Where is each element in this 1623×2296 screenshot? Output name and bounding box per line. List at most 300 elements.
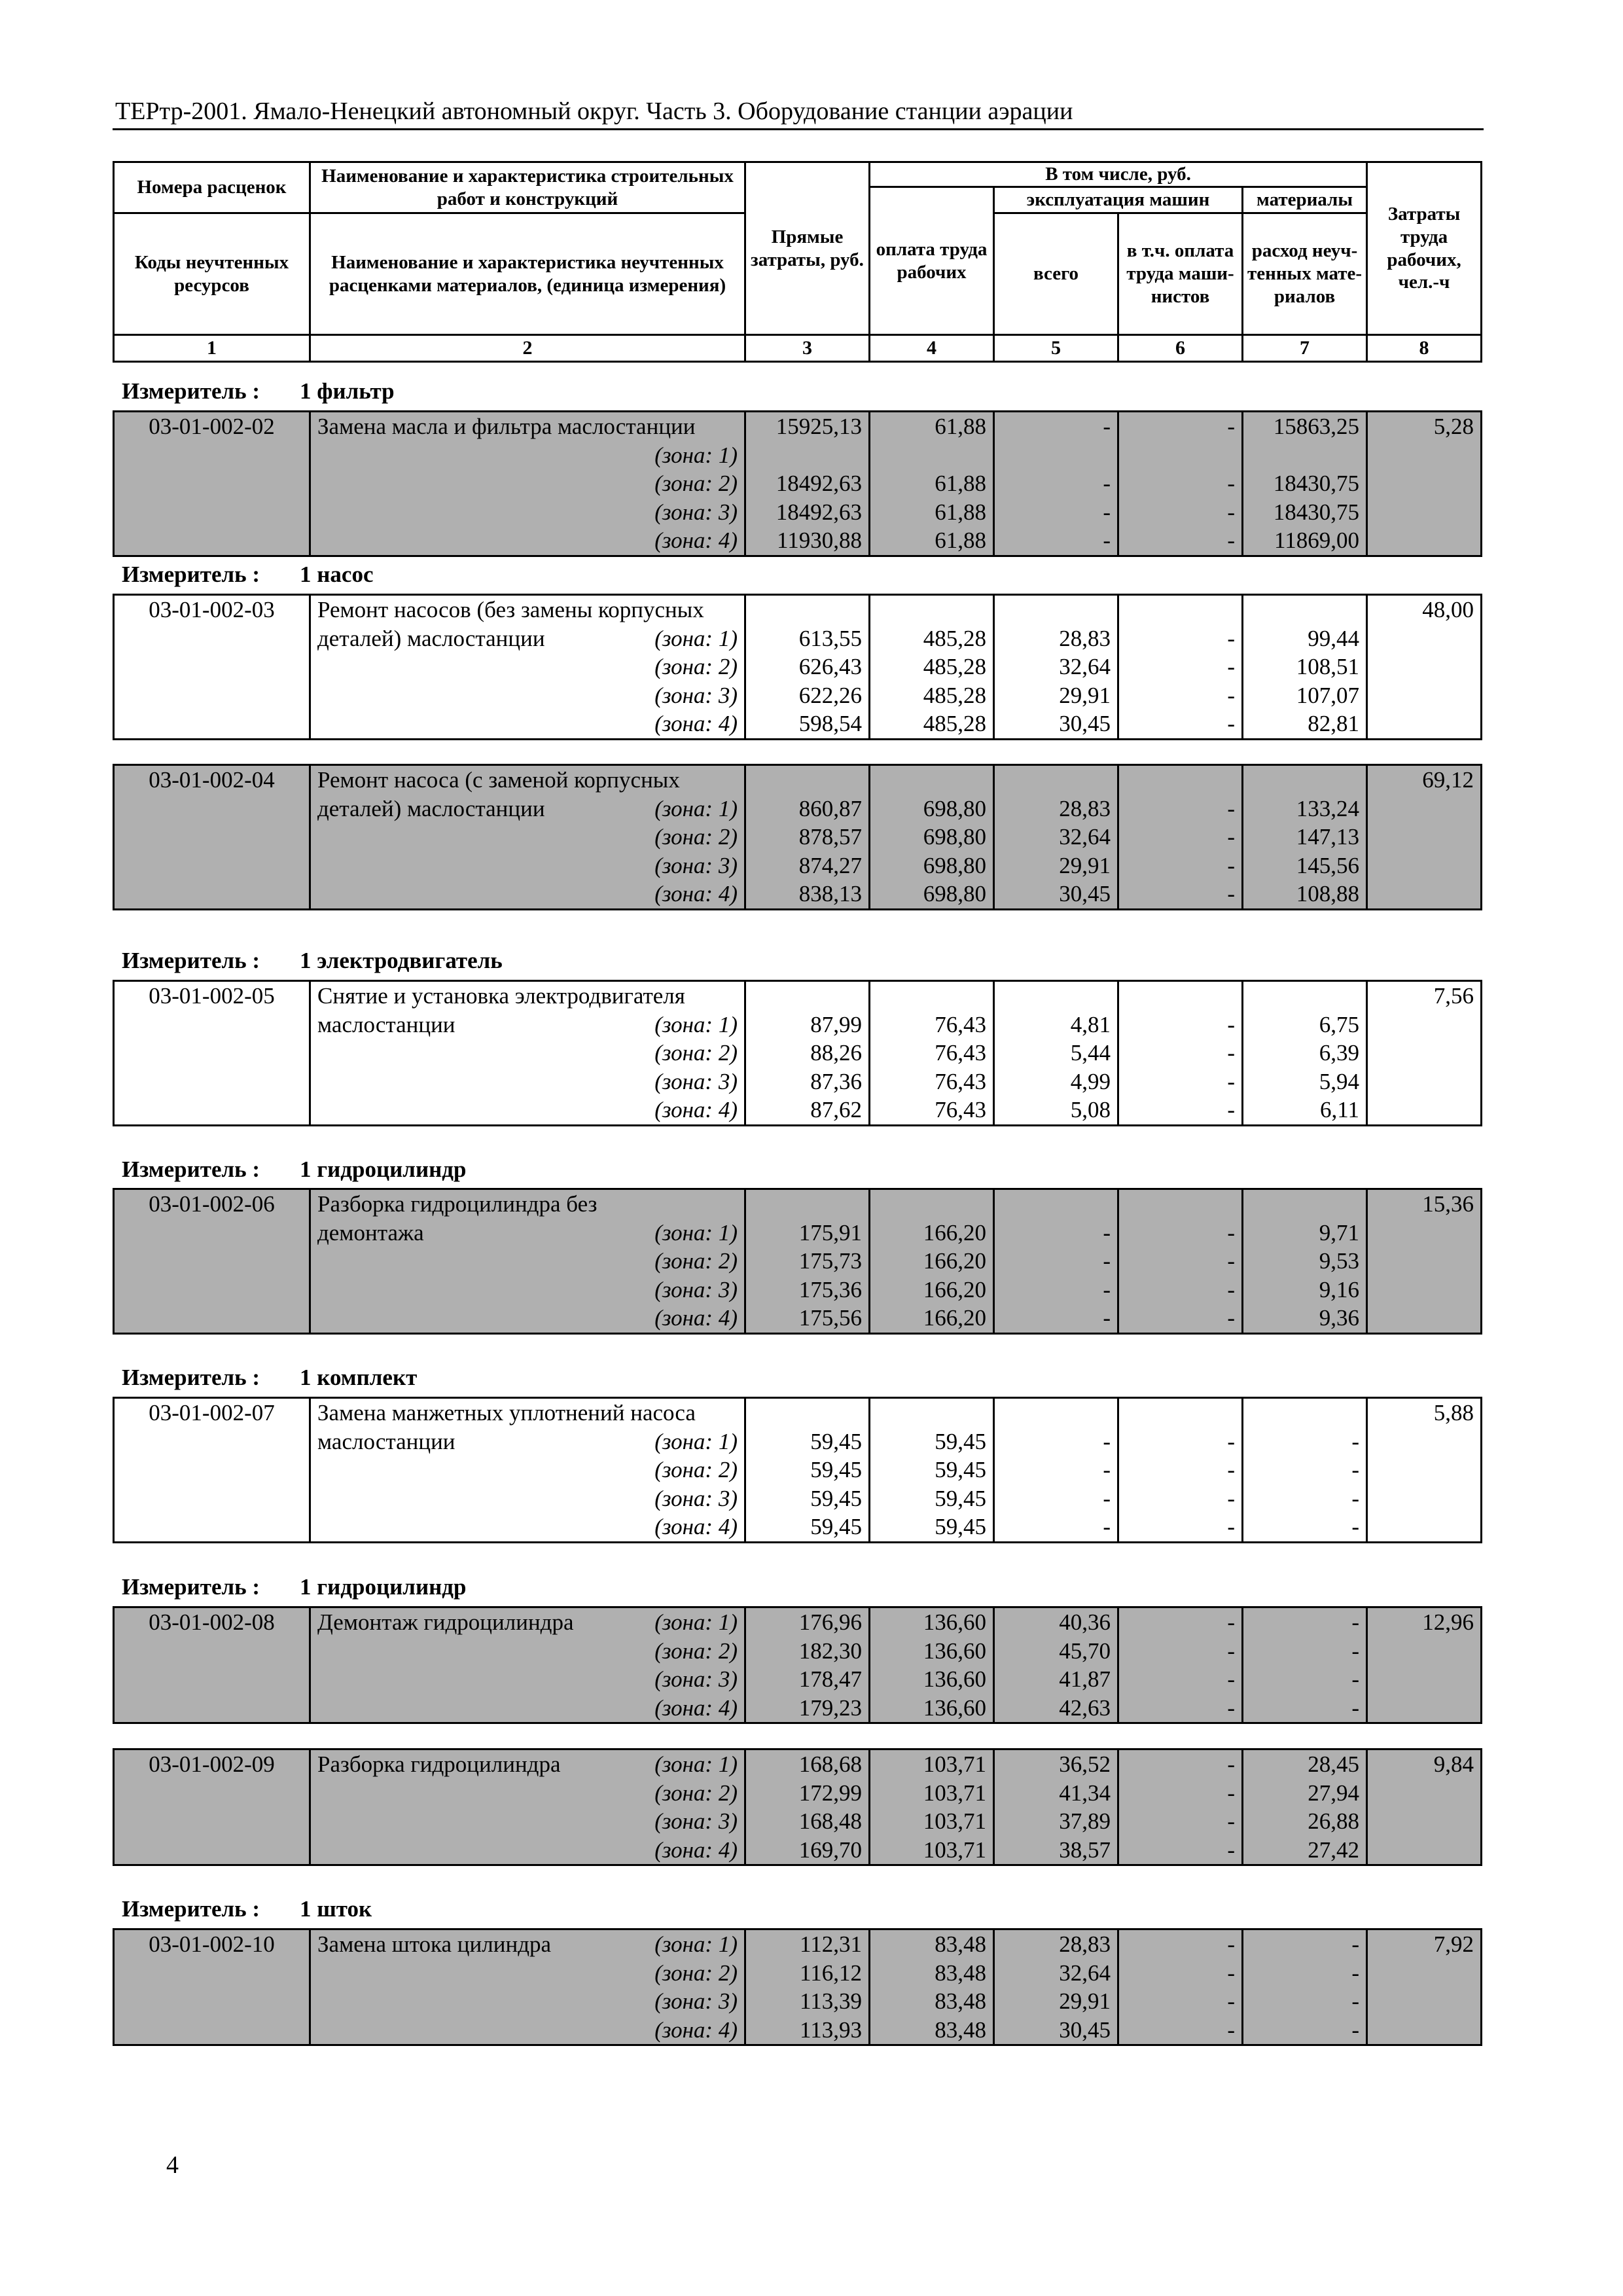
zone-label: (зона: 1) [654,442,738,468]
table-row [114,823,1482,852]
unaccounted-materials: - [1243,1513,1367,1542]
header-including: В том числе, руб. [870,162,1367,187]
table-row [114,498,1482,527]
machinist-pay: - [1118,1665,1243,1694]
labor-pay: 76,43 [870,1096,994,1125]
measure-value: 1 шток [300,1896,372,1922]
table-row [114,1189,1482,1219]
direct-costs: 622,26 [745,681,870,710]
machinist-pay: - [1118,2016,1243,2045]
rate-entry [113,410,1482,557]
machine-total: - [994,498,1118,527]
header-materials: материалы [1243,187,1367,213]
machinist-pay: - [1118,1247,1243,1276]
labor-pay: 166,20 [870,1276,994,1304]
direct-costs: 15925,13 [745,412,870,470]
work-name-line: демонтажа [317,1219,424,1246]
labor-pay: 136,60 [870,1694,994,1723]
unaccounted-materials: 6,39 [1243,1039,1367,1067]
measure-row [122,1157,467,1183]
zone-label: (зона: 4) [310,1304,745,1333]
machine-total: - [994,1456,1118,1484]
machine-total: 28,83 [994,624,1118,653]
unaccounted-materials: - [1243,1987,1367,2016]
machine-total: 4,81 [994,1011,1118,1039]
direct-costs: 113,39 [745,1987,870,2016]
measure-label: Измеритель : [122,1365,260,1390]
labor-pay: 83,48 [870,1987,994,2016]
measure-value: 1 фильтр [300,378,395,404]
table-row [114,595,1482,624]
machine-total: - [994,469,1118,498]
machine-total: 36,52 [994,1749,1118,1779]
direct-costs: 113,93 [745,2016,870,2045]
labor-costs: 5,88 [1367,1398,1482,1427]
machine-total: 40,36 [994,1607,1118,1637]
unaccounted-materials: 18430,75 [1243,498,1367,527]
machinist-pay: - [1118,1836,1243,1865]
unaccounted-materials: - [1243,1456,1367,1484]
direct-costs: 59,45 [745,1427,870,1456]
table-row [114,709,1482,739]
unaccounted-materials: 6,11 [1243,1096,1367,1125]
direct-costs: 175,73 [745,1247,870,1276]
machine-total: - [994,1484,1118,1513]
work-name-line: Ремонт насосов (без замены корпусных [310,595,745,624]
labor-pay: 59,45 [870,1513,994,1542]
zone-label: (зона: 2) [310,1247,745,1276]
zone-label: (зона: 3) [310,852,745,880]
unaccounted-materials: 28,45 [1243,1749,1367,1779]
direct-costs: 116,12 [745,1959,870,1988]
zone-label: (зона: 4) [310,1836,745,1865]
table-row [114,2016,1482,2045]
zone-label: (зона: 3) [310,1484,745,1513]
title-underline [113,128,1484,130]
labor-pay: 59,45 [870,1456,994,1484]
header-work-name: Наименование и характеристика строительных работ и конструкций [310,162,745,213]
header-unaccounted-materials: расход неуч-тенных мате-риалов [1243,213,1367,335]
unaccounted-materials: 107,07 [1243,681,1367,710]
direct-costs: 860,87 [745,795,870,823]
labor-pay: 698,80 [870,852,994,880]
measure-label: Измеритель : [122,1896,260,1922]
machine-total: 41,87 [994,1665,1118,1694]
zone-label: (зона: 3) [310,1807,745,1836]
machinist-pay: - [1118,681,1243,710]
work-name-line: Замена масла и фильтра маслостанции [317,414,696,439]
work-name-cell [310,795,745,823]
work-name-line: Ремонт насоса (с заменой корпусных [310,765,745,795]
labor-pay: 61,88 [870,469,994,498]
machinist-pay: - [1118,823,1243,852]
machinist-pay: - [1118,795,1243,823]
machinist-pay: - [1118,1987,1243,2016]
work-name-cell [310,412,745,470]
measure-label: Измеритель : [122,562,260,587]
measure-row [122,378,395,404]
unaccounted-materials: - [1243,1607,1367,1637]
labor-pay: 136,60 [870,1607,994,1637]
machine-total: 5,08 [994,1096,1118,1125]
machinist-pay: - [1118,1513,1243,1542]
measure-value: 1 электродвигатель [300,948,503,973]
zone-label: (зона: 4) [310,526,745,556]
zone-label: (зона: 2) [310,823,745,852]
unaccounted-materials: 9,71 [1243,1219,1367,1247]
machine-total: - [994,1304,1118,1333]
work-name-line: Разборка гидроцилиндра без [310,1189,745,1219]
zone-label: (зона: 2) [310,1039,745,1067]
rate-code: 03-01-002-04 [114,765,310,795]
machine-total: - [994,1427,1118,1456]
machinist-pay: - [1118,1779,1243,1808]
labor-costs: 69,12 [1367,765,1482,795]
zone-label: (зона: 1) [654,625,738,651]
labor-pay: 485,28 [870,681,994,710]
machinist-pay: - [1118,498,1243,527]
measure-value: 1 комплект [300,1365,418,1390]
unaccounted-materials: 108,88 [1243,880,1367,909]
table-row [114,880,1482,909]
direct-costs: 88,26 [745,1039,870,1067]
table-row [114,1607,1482,1637]
zone-label: (зона: 2) [310,1779,745,1808]
machinist-pay: - [1118,1304,1243,1333]
labor-pay: 166,20 [870,1247,994,1276]
measure-value: 1 гидроцилиндр [300,1157,467,1182]
machine-total: - [994,412,1118,470]
zone-label: (зона: 4) [310,1694,745,1723]
work-name-line: деталей) маслостанции [317,795,545,821]
zone-label: (зона: 4) [310,1096,745,1125]
machine-total: 42,63 [994,1694,1118,1723]
rate-code: 03-01-002-06 [114,1189,310,1219]
labor-pay: 485,28 [870,709,994,739]
table-row [114,981,1482,1011]
zone-label: (зона: 1) [654,1609,738,1635]
measure-row [122,1896,372,1922]
col-number: 3 [745,335,870,362]
work-name-line: маслостанции [317,1011,455,1037]
labor-pay: 76,43 [870,1067,994,1096]
unaccounted-materials: 9,53 [1243,1247,1367,1276]
machine-total: 45,70 [994,1637,1118,1666]
labor-pay: 698,80 [870,823,994,852]
table-row [114,1929,1482,1959]
zone-label: (зона: 3) [310,1067,745,1096]
direct-costs: 172,99 [745,1779,870,1808]
measure-row [122,562,374,588]
unaccounted-materials: 9,36 [1243,1304,1367,1333]
unaccounted-materials: - [1243,2016,1367,2045]
rate-entry [113,980,1482,1126]
machinist-pay: - [1118,1096,1243,1125]
zone-label: (зона: 3) [310,1987,745,2016]
labor-pay: 103,71 [870,1836,994,1865]
direct-costs: 11930,88 [745,526,870,556]
labor-pay: 103,71 [870,1779,994,1808]
rate-code: 03-01-002-05 [114,981,310,1011]
table-row [114,795,1482,823]
labor-costs: 7,56 [1367,981,1482,1011]
unaccounted-materials: - [1243,1959,1367,1988]
direct-costs: 838,13 [745,880,870,909]
machinist-pay: - [1118,1276,1243,1304]
work-name-cell [310,1427,745,1456]
table-row [114,1779,1482,1808]
table-row [114,1807,1482,1836]
header-labor-pay: оплата труда рабочих [870,187,994,335]
direct-costs: 182,30 [745,1637,870,1666]
machinist-pay: - [1118,852,1243,880]
machine-total: 30,45 [994,709,1118,739]
rate-entry [113,1928,1482,2046]
table-row [114,624,1482,653]
table-row [114,1067,1482,1096]
labor-costs: 12,96 [1367,1607,1482,1637]
rate-entry [113,1397,1482,1543]
rate-entry [113,1606,1482,1724]
machinist-pay: - [1118,526,1243,556]
machinist-pay: - [1118,469,1243,498]
labor-costs: 9,84 [1367,1749,1482,1779]
zone-label: (зона: 1) [654,1219,738,1246]
zone-label: (зона: 3) [310,681,745,710]
machinist-pay: - [1118,1749,1243,1779]
machine-total: 29,91 [994,681,1118,710]
unaccounted-materials: 5,94 [1243,1067,1367,1096]
col-number: 1 [114,335,310,362]
machine-total: 29,91 [994,1987,1118,2016]
machinist-pay: - [1118,1039,1243,1067]
unaccounted-materials: - [1243,1694,1367,1723]
measure-value: 1 насос [300,562,374,587]
table-row [114,1247,1482,1276]
labor-pay: 136,60 [870,1665,994,1694]
header-resource-codes: Коды неучтенных ресурсов [114,213,310,335]
rate-code: 03-01-002-08 [114,1607,310,1637]
labor-pay: 103,71 [870,1807,994,1836]
work-name-line: Замена штока цилиндра [317,1931,552,1957]
labor-pay: 166,20 [870,1304,994,1333]
labor-pay: 103,71 [870,1749,994,1779]
direct-costs: 878,57 [745,823,870,852]
table-row [114,1836,1482,1865]
table-row [114,1039,1482,1067]
work-name-cell [310,1607,745,1637]
machinist-pay: - [1118,653,1243,681]
table-row [114,1513,1482,1542]
machine-total: - [994,1219,1118,1247]
rate-code: 03-01-002-10 [114,1929,310,1959]
work-name-line: маслостанции [317,1428,455,1454]
table-row [114,1987,1482,2016]
col-number: 8 [1367,335,1482,362]
direct-costs: 59,45 [745,1513,870,1542]
table-row [114,1456,1482,1484]
zone-label: (зона: 4) [310,2016,745,2045]
direct-costs: 175,36 [745,1276,870,1304]
unaccounted-materials: - [1243,1665,1367,1694]
rate-entry [113,764,1482,910]
work-name-cell [310,624,745,653]
table-row [114,653,1482,681]
header-machine-operation: эксплуатация машин [994,187,1243,213]
header-material-names: Наименование и характеристика неучтенных расценками материалов, (единица измерения) [310,213,745,335]
table-row [114,1959,1482,1988]
unaccounted-materials: 133,24 [1243,795,1367,823]
table-row [114,1749,1482,1779]
machine-total: 30,45 [994,880,1118,909]
direct-costs: 175,91 [745,1219,870,1247]
machinist-pay: - [1118,880,1243,909]
table-row [114,1398,1482,1427]
rate-entry [113,594,1482,740]
direct-costs: 87,36 [745,1067,870,1096]
direct-costs: 59,45 [745,1484,870,1513]
work-name-cell [310,1219,745,1247]
zone-label: (зона: 2) [310,1456,745,1484]
table-row [114,526,1482,556]
header-rate-numbers: Номера расценок [114,162,310,213]
col-number: 7 [1243,335,1367,362]
direct-costs: 87,62 [745,1096,870,1125]
zone-label: (зона: 1) [654,1011,738,1037]
page-number: 4 [166,2151,179,2179]
machinist-pay: - [1118,412,1243,470]
labor-pay: 136,60 [870,1637,994,1666]
zone-label: (зона: 3) [310,1665,745,1694]
unaccounted-materials: 11869,00 [1243,526,1367,556]
direct-costs: 18492,63 [745,498,870,527]
table-row [114,412,1482,470]
machine-total: 28,83 [994,1929,1118,1959]
work-name-line: деталей) маслостанции [317,625,545,651]
measure-label: Измеритель : [122,1157,260,1182]
direct-costs: 179,23 [745,1694,870,1723]
unaccounted-materials: 99,44 [1243,624,1367,653]
unaccounted-materials: 82,81 [1243,709,1367,739]
machinist-pay: - [1118,1219,1243,1247]
labor-pay: 83,48 [870,1959,994,1988]
unaccounted-materials: 147,13 [1243,823,1367,852]
table-row [114,1427,1482,1456]
zone-label: (зона: 1) [654,795,738,821]
table-row [114,1011,1482,1039]
col-number: 2 [310,335,745,362]
machinist-pay: - [1118,1011,1243,1039]
machine-total: - [994,1247,1118,1276]
rate-code: 03-01-002-09 [114,1749,310,1779]
machinist-pay: - [1118,1929,1243,1959]
work-name-line: Разборка гидроцилиндра [317,1751,561,1777]
labor-pay: 76,43 [870,1039,994,1067]
unaccounted-materials: 9,16 [1243,1276,1367,1304]
labor-pay: 485,28 [870,624,994,653]
document-title: ТЕРтр-2001. Ямало-Ненецкий автономный округ. Часть 3. Оборудование станции аэрации [115,98,1073,125]
machine-total: 5,44 [994,1039,1118,1067]
labor-pay: 698,80 [870,795,994,823]
labor-pay: 83,48 [870,1929,994,1959]
machinist-pay: - [1118,1067,1243,1096]
rate-entry [113,1748,1482,1866]
measure-label: Измеритель : [122,948,260,973]
direct-costs: 626,43 [745,653,870,681]
unaccounted-materials: - [1243,1427,1367,1456]
column-header [113,161,1482,363]
unaccounted-materials: - [1243,1484,1367,1513]
unaccounted-materials: 27,94 [1243,1779,1367,1808]
table-row [114,1304,1482,1333]
machine-total: 32,64 [994,823,1118,852]
machine-total: 29,91 [994,852,1118,880]
unaccounted-materials: 145,56 [1243,852,1367,880]
labor-pay: 61,88 [870,498,994,527]
header-labor-costs: Затраты труда рабочих, чел.-ч [1367,162,1482,335]
unaccounted-materials: 27,42 [1243,1836,1367,1865]
machine-total: 4,99 [994,1067,1118,1096]
machinist-pay: - [1118,709,1243,739]
machinist-pay: - [1118,1456,1243,1484]
zone-label: (зона: 3) [310,1276,745,1304]
machine-total: 30,45 [994,2016,1118,2045]
labor-costs: 5,28 [1367,412,1482,470]
zone-label: (зона: 1) [654,1751,738,1777]
rate-code: 03-01-002-03 [114,595,310,624]
unaccounted-materials: 6,75 [1243,1011,1367,1039]
machine-total: 32,64 [994,1959,1118,1988]
machine-total: - [994,1513,1118,1542]
unaccounted-materials: - [1243,1929,1367,1959]
unaccounted-materials: - [1243,1637,1367,1666]
rate-entry [113,1188,1482,1335]
machine-total: 28,83 [994,795,1118,823]
zone-label: (зона: 4) [310,709,745,739]
unaccounted-materials: 108,51 [1243,653,1367,681]
machine-total: 41,34 [994,1779,1118,1808]
measure-row [122,1574,467,1600]
zone-label: (зона: 3) [310,498,745,527]
table-row [114,852,1482,880]
col-number: 5 [994,335,1118,362]
zone-label: (зона: 2) [310,469,745,498]
machinist-pay: - [1118,624,1243,653]
header-machine-total: всего [994,213,1118,335]
rate-code: 03-01-002-02 [114,412,310,470]
zone-label: (зона: 2) [310,1637,745,1666]
direct-costs: 59,45 [745,1456,870,1484]
direct-costs: 169,70 [745,1836,870,1865]
machinist-pay: - [1118,1807,1243,1836]
measure-label: Измеритель : [122,378,260,404]
table-row [114,1096,1482,1125]
table-row [114,1484,1482,1513]
labor-pay: 61,88 [870,412,994,470]
direct-costs: 175,56 [745,1304,870,1333]
col-number: 4 [870,335,994,362]
labor-pay: 83,48 [870,2016,994,2045]
table-row [114,469,1482,498]
labor-pay: 698,80 [870,880,994,909]
work-name-cell [310,1011,745,1039]
unaccounted-materials: 18430,75 [1243,469,1367,498]
labor-pay: 59,45 [870,1427,994,1456]
labor-pay: 76,43 [870,1011,994,1039]
labor-pay: 59,45 [870,1484,994,1513]
machinist-pay: - [1118,1607,1243,1637]
machine-total: 37,89 [994,1807,1118,1836]
